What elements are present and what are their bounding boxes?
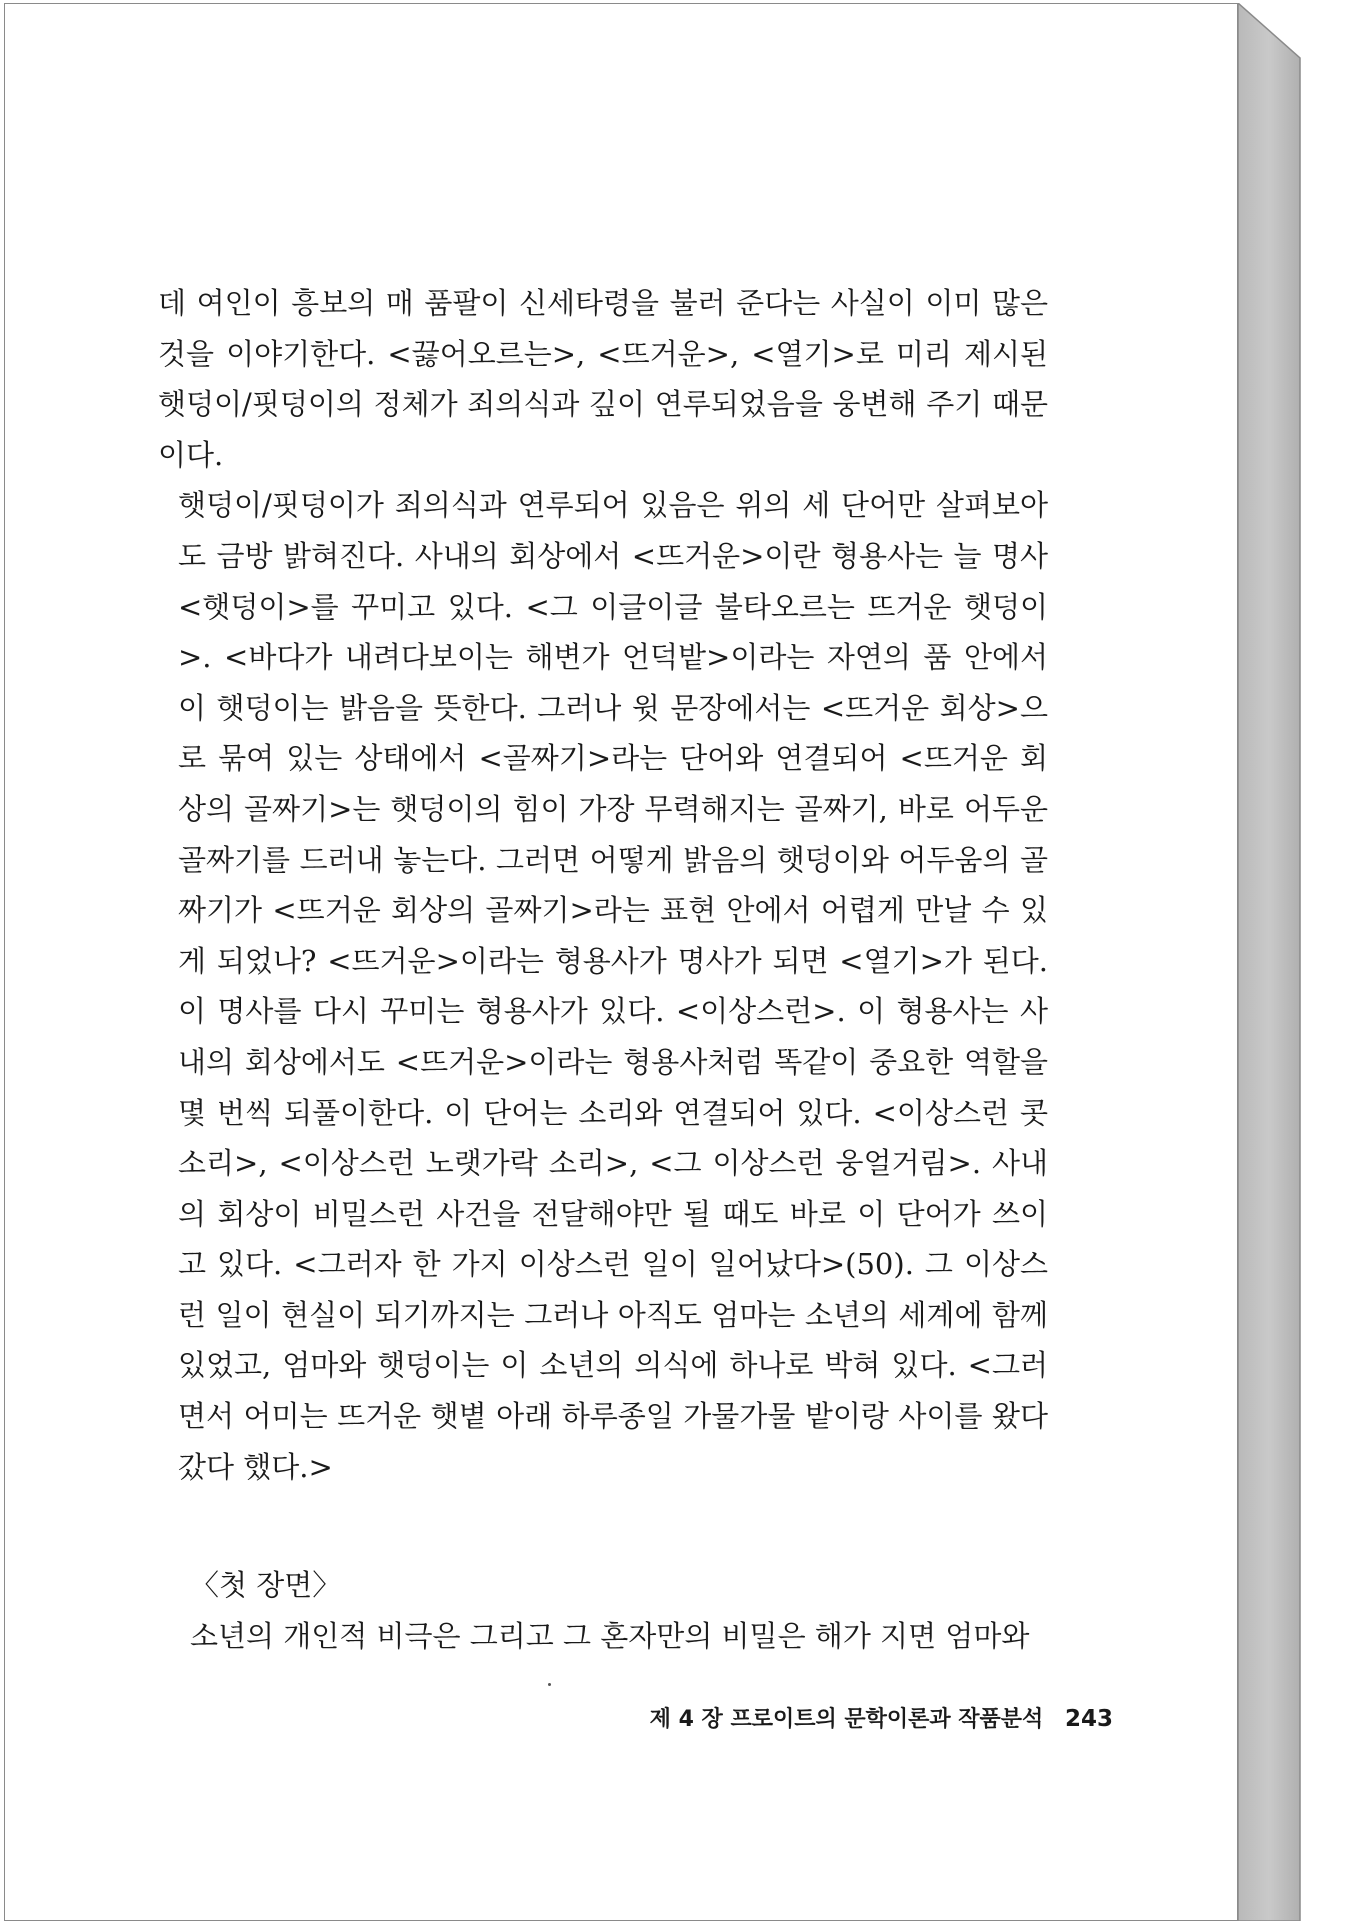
- book-edge-3d: [1238, 3, 1358, 1921]
- page-footer: [650, 1702, 1113, 1733]
- scene-text: 소년의 개인적 비극은 그리고 그 혼자만의 비밀은 해가 지면 엄마와: [190, 1618, 1030, 1653]
- paragraph-1: 데 여인이 흥보의 매 품팔이 신세타령을 불러 준다는 사실이 이미 많은 것을 이야기한다. <끓어오르는>, <뜨거운>, <열기>로 미리 제시된 햇덩이/핏덩이의 정체가 죄의식과 깊이 연루되었음을 웅변해 주기 때문이다.: [158, 286, 1048, 472]
- print-dot: [548, 1683, 551, 1686]
- page-number: 243: [1064, 1706, 1113, 1732]
- page-content: [158, 278, 1048, 1661]
- paragraph-2: 햇덩이/핏덩이가 죄의식과 연루되어 있음은 위의 세 단어만 살펴보아도 금방 밝혀진다. 사내의 회상에서 <뜨거운>이란 형용사는 늘 명사 <햇덩이>를 꾸미고 있다. <그 이글이글 불타오르는 뜨거운 햇덩이>. <바다가 내려다보이는 해변가 언덕밭>이라는 자연의 품 안에서 이 햇덩이는 밝음을 뜻한다. 그러나 윗 문장에서는 <뜨거운 회상>으로 묶여 있는 상태에서 <골짜기>라는 단어와 연결되어 <뜨거운 회상의 골짜기>는 햇덩이의 힘이 가장 무력해지는 골짜기, 바로 어두운 골짜기를 드러내 놓는다. 그러면 어떻게 밝음의 햇덩이와 어두움의 골짜기가 <뜨거운 회상의 골짜기>라는 표현 안에서 어렵게 만날 수 있게 되었나? <뜨거운>이라는 형용사가 명사가 되면 <열기>가 된다. 이 명사를 다시 꾸미는 형용사가 있다. <이상스런>. 이 형용사는 사내의 회상에서도 <뜨거운>이라는 형용사처럼 똑같이 중요한 역할을 몇 번씩 되풀이한다. 이 단어는 소리와 연결되어 있다. <이상스런 콧소리>, <이상스런 노랫가락 소리>, <그 이상스런 웅얼거림>. 사내의 회상이 비밀스런 사건을 전달해야만 될 때도 바로 이 단어가 쓰이고 있다. <그러자 한 가지 이상스런 일이 일어났다>(50). 그 이상스런 일이 현실이 되기까지는 그러나 아직도 엄마는 소년의 세계에 함께 있었고, 엄마와 햇덩이는 이 소년의 의식에 하나로 박혀 있다. <그러면서 어미는 뜨거운 햇볕 아래 하루종일 가물가물 밭이랑 사이를 왔다 갔다 했다.>: [178, 488, 1048, 1484]
- scene-heading: 〈첫 장면〉: [190, 1568, 342, 1603]
- footer-chapter-title: 제 4 장 프로이트의 문학이론과 작품분석: [649, 1707, 1044, 1732]
